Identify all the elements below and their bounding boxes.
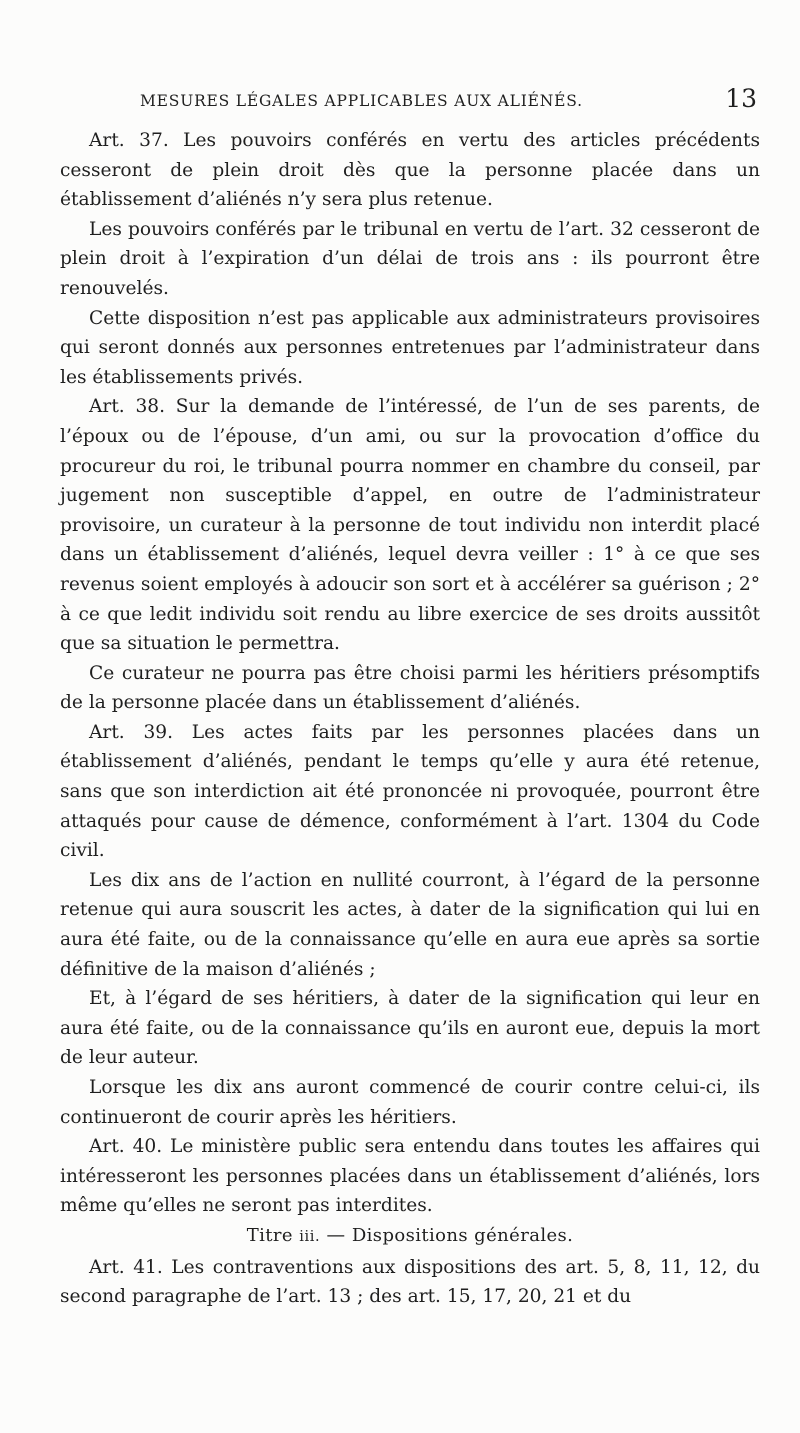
- section-title-titre: Titre: [246, 1224, 293, 1246]
- section-title-numeral: iii.: [299, 1228, 321, 1245]
- paragraph-art-37: Art. 37. Les pouvoirs conférés en vertu des articles précédents cesseront de plein droit dès que la personne placée dans un établissement d’aliénés n’y sera plus retenue.: [60, 130, 760, 211]
- body-text: [60, 126, 760, 1312]
- page-number: 13: [725, 84, 757, 113]
- paragraph: Les pouvoirs conférés par le tribunal en vertu de l’art. 32 cesseront de plein droit à l’expiration d’un délai de trois ans : ils pourront être renouvelés.: [60, 218, 760, 299]
- running-head-title: MESURES LÉGALES APPLICABLES AUX ALIÉNÉS.: [140, 92, 583, 110]
- section-title-heading: Dispositions générales.: [351, 1224, 574, 1246]
- section-title: [60, 1221, 760, 1253]
- paragraph-art-41: Art. 41. Les contraventions aux dispositions des art. 5, 8, 11, 12, du second paragraphe de l’art. 13 ; des art. 15, 17, 20, 21 et du: [60, 1256, 760, 1308]
- section-title-dash: —: [326, 1224, 346, 1246]
- paragraph-art-40: Art. 40. Le ministère public sera entendu dans toutes les affaires qui intéresseront les personnes placées dans un établissement d’aliénés, lors même qu’elles ne seront pas interdites.: [60, 1136, 760, 1217]
- running-head: [57, 86, 757, 116]
- paragraph: Et, à l’égard de ses héritiers, à dater de la signification qui leur en aura été faite, ou de la connaissance qu’ils en auront eue, depuis la mort de leur auteur.: [60, 988, 760, 1069]
- paragraph: Ce curateur ne pourra pas être choisi parmi les héritiers présomptifs de la personne placée dans un établissement d’aliénés.: [60, 662, 760, 714]
- paragraph: Les dix ans de l’action en nullité courront, à l’égard de la personne retenue qui aura souscrit les actes, à dater de la signification qui lui en aura été faite, ou de la connaissance qu’elle en aura eue après sa sortie définitive de la maison d’aliénés ;: [60, 869, 760, 980]
- paragraph-art-38: Art. 38. Sur la demande de l’intéressé, de l’un de ses parents, de l’époux ou de l’épouse, d’un ami, ou sur la provocation d’office du procureur du roi, le tribunal pourra nommer en chambre du conseil, par jugement non susceptible d’appel, en outre de l’administrateur provisoire, un curateur à la personne de tout individu non interdit placé dans un établissement d’aliénés, lequel devra veiller : 1° à ce que ses revenus soient employés à adoucir son sort et à accélérer sa guérison ; 2° à ce que ledit individu soit rendu au libre exercice de ses droits aussitôt que sa situation le permettra.: [60, 396, 760, 655]
- paragraph-art-39: Art. 39. Les actes faits par les personnes placées dans un établissement d’aliénés, pendant le temps qu’elle y aura été retenue, sans que son interdiction ait été prononcée ni provoquée, pourront être attaqués pour cause de démence, conformément à l’art. 1304 du Code civil.: [60, 721, 760, 862]
- paragraph: Lorsque les dix ans auront commencé de courir contre celui-ci, ils continueront de courir après les héritiers.: [60, 1077, 760, 1128]
- paragraph: Cette disposition n’est pas applicable aux administrateurs provisoires qui seront donnés aux personnes entretenues par l’administrateur dans les établissements privés.: [60, 307, 760, 388]
